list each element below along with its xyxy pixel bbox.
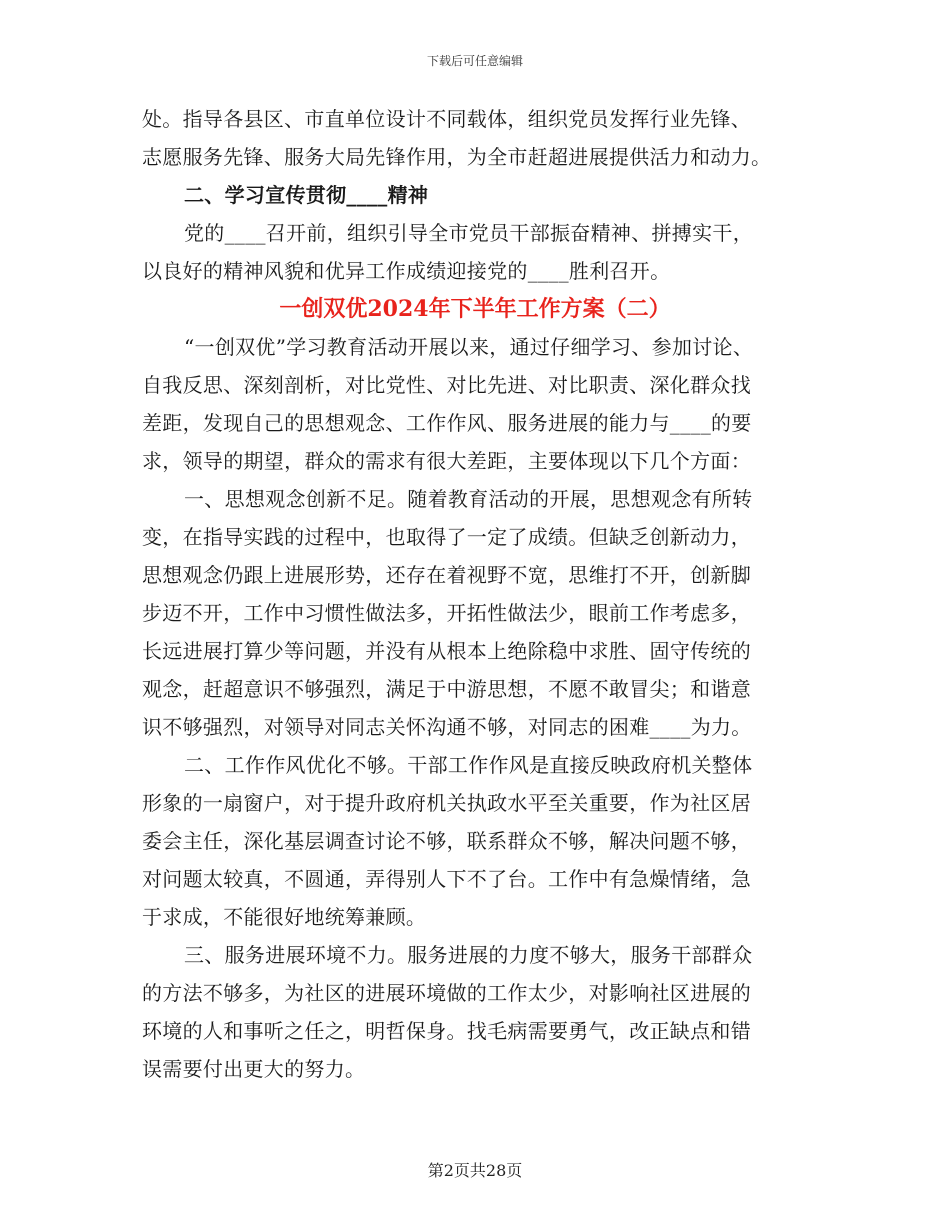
paragraph-line: 志愿服务先锋、服务大局先锋作用，为全市赶超进展提供活力和动力。 (142, 145, 772, 169)
paragraph-line: 的方法不够多，为社区的进展环境做的工作太少，对影响社区进展的 (142, 981, 751, 1005)
paragraph-line: 一、思想观念创新不足。随着教育活动的开展，思想观念有所转 (184, 487, 753, 511)
paragraph-line: 自我反思、深刻剖析，对比党性、对比先进、对比职责、深化群众找 (142, 373, 751, 397)
paragraph-line: 处。指导各县区、市直单位设计不同载体，组织党员发挥行业先锋、 (142, 107, 751, 131)
document-title: 一创双优2024年下半年工作方案（二） (279, 296, 671, 322)
paragraph-line: 党的____召开前，组织引导全市党员干部振奋精神、拼搏实干， (184, 221, 753, 245)
paragraph-line: 形象的一扇窗户，对于提升政府机关执政水平至关重要，作为社区居 (142, 791, 751, 815)
paragraph-line: “一创双优”学习教育活动开展以来，通过仔细学习、参加讨论、 (184, 335, 754, 359)
paragraph-line: 长远进展打算少等问题，并没有从根本上绝除稳中求胜、固守传统的 (142, 639, 751, 663)
paragraph-line: 对问题太较真，不圆通，弄得别人下不了台。工作中有急燥情绪，急 (142, 867, 751, 891)
paragraph-line: 于求成，不能很好地统筹兼顾。 (142, 905, 427, 929)
page-number: 第2页共28页 (427, 1161, 523, 1180)
paragraph-line: 委会主任，深化基层调查讨论不够，联系群众不够，解决问题不够， (142, 829, 751, 853)
paragraph-line: 差距，发现自己的思想观念、工作作风、服务进展的能力与____的要 (142, 411, 752, 435)
paragraph-line: 环境的人和事听之任之，明哲保身。找毛病需要勇气，改正缺点和错 (142, 1019, 751, 1043)
paragraph-line: 三、服务进展环境不力。服务进展的力度不够大，服务干部群众 (184, 943, 753, 967)
paragraph-line: 观念，赶超意识不够强烈，满足于中游思想，不愿不敢冒尖；和谐意 (142, 677, 751, 701)
paragraph-line: 步迈不开，工作中习惯性做法多，开拓性做法少，眼前工作考虑多， (142, 601, 751, 625)
paragraph-line: 误需要付出更大的努力。 (142, 1057, 366, 1081)
paragraph-line: 变，在指导实践的过程中，也取得了一定了成绩。但缺乏创新动力， (142, 525, 751, 549)
paragraph-line: 以良好的精神风貌和优异工作成绩迎接党的____胜利召开。 (142, 259, 671, 283)
paragraph-line: 思想观念仍跟上进展形势，还存在着视野不宽，思维打不开，创新脚 (142, 563, 751, 587)
paragraph-line: 识不够强烈，对领导对同志关怀沟通不够，对同志的困难____为力。 (142, 715, 752, 739)
page-header-note: 下载后可任意编辑 (426, 54, 523, 68)
paragraph-line: 二、工作作风优化不够。干部工作作风是直接反映政府机关整体 (184, 753, 753, 777)
section-heading: 二、学习宣传贯彻____精神 (184, 183, 429, 207)
document-body (142, 100, 810, 1088)
paragraph-line: 求，领导的期望，群众的需求有很大差距，主要体现以下几个方面： (142, 449, 751, 473)
